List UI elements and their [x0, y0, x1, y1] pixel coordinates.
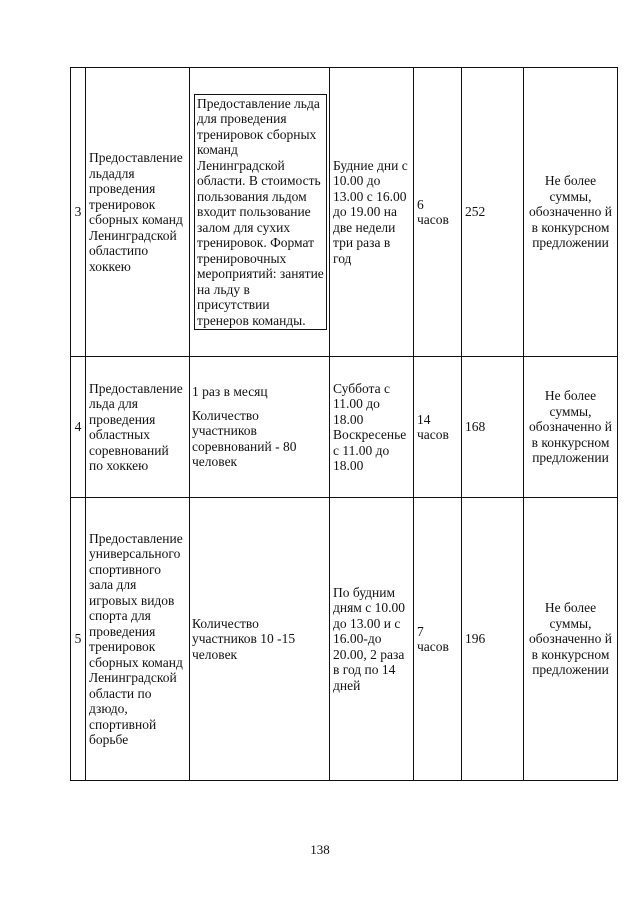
description-box [194, 94, 327, 331]
row-number: 3 [71, 68, 86, 357]
service-line: льда для [89, 396, 138, 411]
hours-unit: часов [417, 639, 449, 654]
service-name [86, 498, 190, 781]
service-description [190, 68, 330, 357]
service-line: тренировок [89, 639, 156, 654]
description-paragraph: Количество участников соревнований - 80 человек [192, 407, 297, 470]
service-line: хоккею [89, 258, 131, 274]
service-line: соревнований [89, 442, 169, 458]
service-line: проведения [89, 411, 156, 427]
service-line: зала для [89, 577, 137, 592]
price-condition: Не более суммы, обозначенно й в конкурсном предложении [524, 498, 618, 781]
service-line: сборных команд [89, 212, 183, 227]
price-condition: Не более суммы, обозначенно й в конкурсном предложении [524, 68, 618, 357]
total-hours: 168 [462, 357, 524, 498]
row-number: 4 [71, 357, 86, 498]
service-line: Ленинградской [89, 670, 177, 685]
hours-value: 14 [417, 411, 431, 427]
total-hours: 196 [462, 498, 524, 781]
table-row [71, 68, 618, 357]
service-line: сборных команд [89, 654, 183, 670]
service-line: Предоставление [89, 530, 183, 546]
service-line: области по [89, 685, 152, 701]
service-line: спортивной [89, 716, 157, 732]
table-row [71, 498, 618, 781]
schedule: Будние дни с 10.00 до 13.00 с 16.00 до 19.00 на две недели три раза в год [330, 68, 414, 357]
hours [414, 498, 462, 781]
service-line: проведения [89, 623, 156, 639]
services-table [70, 67, 618, 781]
page-number: 138 [310, 842, 330, 857]
total-hours: 252 [462, 68, 524, 357]
service-description [190, 498, 330, 781]
hours [414, 68, 462, 357]
service-line: спортивного [89, 561, 161, 577]
description-paragraph: Количество участников 10 -15 человек [192, 615, 296, 662]
hours [414, 357, 462, 498]
service-line: областных [89, 427, 150, 442]
service-line: Предоставление [89, 150, 183, 165]
service-line: тренировок [89, 196, 156, 212]
service-line: проведения [89, 181, 156, 196]
service-line: дзюдо, [89, 701, 128, 716]
service-line: Предоставление [89, 380, 183, 396]
hours-value: 6 [417, 196, 424, 212]
description-paragraph: Предоставление льда для проведения тренировок сборных команд Ленинградской области. В стоимость пользования льдом входит пользование залом для сухих тренировок. Формат тренировочных мероприятий: занятие на льду в присутствии тренеров команды. [197, 95, 324, 328]
schedule: Суббота с 11.00 до 18.00 Воскресенье с 11.00 до 18.00 [330, 357, 414, 498]
price-condition: Не более суммы, обозначенно й в конкурсном предложении [524, 357, 618, 498]
service-line [89, 166, 186, 182]
service-name [86, 357, 190, 498]
hours-unit: часов [417, 427, 449, 442]
hours-unit: часов [417, 212, 449, 227]
service-line: борьбе [89, 732, 129, 747]
schedule: По будним дням с 10.00 до 13.00 и с 16.00-до 20.00, 2 раза в год по 14 дней [330, 498, 414, 781]
service-line [89, 243, 186, 259]
row-number: 5 [71, 498, 86, 781]
description-box [190, 616, 329, 663]
service-word: области [89, 243, 135, 258]
service-name [86, 68, 190, 357]
hours-value: 7 [417, 623, 424, 639]
service-word: по [134, 243, 149, 258]
description-box [190, 384, 329, 470]
service-line: игровых видов [89, 592, 175, 608]
service-line: по хоккею [89, 458, 149, 473]
service-word: льда [89, 165, 115, 181]
service-description [190, 357, 330, 498]
service-line: универсального [89, 546, 181, 561]
table-row [71, 357, 618, 498]
description-paragraph: 1 раз в месяц [192, 384, 268, 400]
service-line: Ленинградской [89, 227, 177, 243]
service-line: спорта для [89, 608, 151, 623]
service-word: для [114, 165, 135, 181]
